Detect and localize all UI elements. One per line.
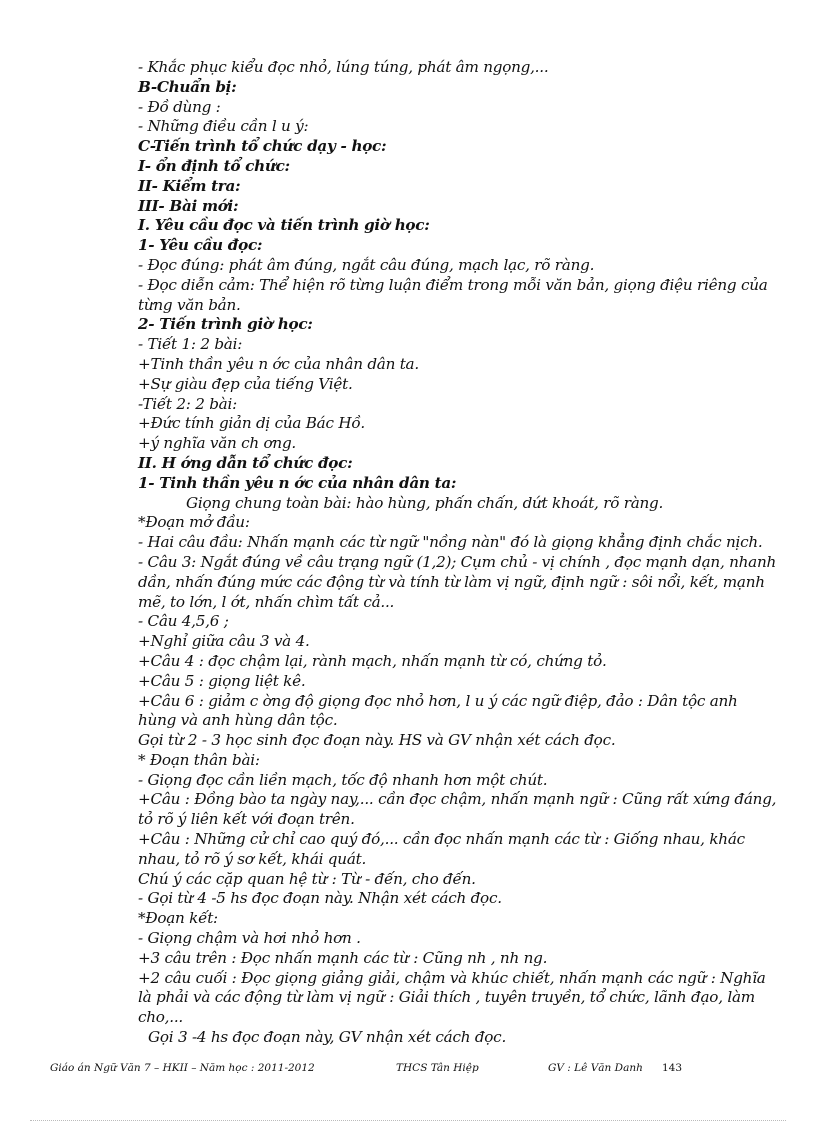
text-line: - Câu 3: Ngắt đúng về câu trạng ngữ (1,2); Cụm chủ - vị chính , đọc mạnh dạn, nhanh dần, nhấn đúng mức các động từ và tính từ làm vị ngữ, định ngữ : sôi nổi, kết, mạnh mẽ, to lớn, l ớt, nhấn chìm tất cả... <box>138 552 777 611</box>
section-heading: 1- Yêu cầu đọc: <box>138 236 263 255</box>
text-line: +ý nghĩa văn ch ơng. <box>138 434 296 453</box>
footer-school-name: THCS Tân Hiệp <box>396 1062 479 1074</box>
text-line: +Câu 5 : giọng liệt kê. <box>138 671 306 690</box>
text-line: - Câu 4,5,6 ; <box>138 612 229 631</box>
text-line: +2 câu cuối : Đọc giọng giảng giải, chậm và khúc chiết, nhấn mạnh các ngữ : Nghĩa là phải và các động từ làm vị ngữ : Giải thích , tuyên truyền, tổ chức, lãnh đạo, làm cho,... <box>138 968 766 1027</box>
footer-course-info: Giáo án Ngữ Văn 7 – HKII – Năm học : 2011-2012 <box>50 1062 315 1074</box>
text-line: -Tiết 2: 2 bài: <box>138 394 237 413</box>
page-footer <box>0 1062 816 1078</box>
text-line: Gọi từ 2 - 3 học sinh đọc đoạn này. HS và GV nhận xét cách đọc. <box>138 731 616 750</box>
section-heading: I. Yêu cầu đọc và tiến trình giờ học: <box>138 216 430 235</box>
text-line: +Câu : Đồng bào ta ngày nay,... cần đọc chậm, nhấn mạnh ngữ : Cũng rất xứng đáng, tỏ rõ ý liên kết với đoạn trên. <box>138 790 777 829</box>
text-line: - Đọc đúng: phát âm đúng, ngắt câu đúng, mạch lạc, rõ ràng. <box>138 255 595 274</box>
text-line: +Câu 6 : giảm c ờng độ giọng đọc nhỏ hơn, l u ý các ngữ điệp, đảo : Dân tộc anh hùng và anh hùng dân tộc. <box>138 691 738 730</box>
section-heading: I- ổn định tổ chức: <box>138 156 290 175</box>
text-line: - Gọi từ 4 -5 hs đọc đoạn này. Nhận xét cách đọc. <box>138 889 502 908</box>
text-line: Chú ý các cặp quan hệ từ : Từ - đến, cho đến. <box>138 869 476 888</box>
text-line: Gọi 3 -4 hs đọc đoạn này, GV nhận xét cách đọc. <box>148 1028 507 1047</box>
text-line: +Tinh thần yêu n ớc của nhân dân ta. <box>138 354 419 373</box>
section-heading: II. H ớng dẫn tổ chức đọc: <box>138 453 353 472</box>
section-heading: 2- Tiến trình giờ học: <box>138 315 313 334</box>
lesson-plan-body <box>138 58 778 1048</box>
text-line: +Đức tính giản dị của Bác Hồ. <box>138 414 365 433</box>
text-line: - Khắc phục kiểu đọc nhỏ, lúng túng, phát âm ngọng,... <box>138 58 549 76</box>
text-line: +3 câu trên : Đọc nhấn mạnh các từ : Cũng nh , nh ng. <box>138 948 548 967</box>
page-bottom-divider <box>30 1120 786 1121</box>
text-line: - Giọng chậm và hơi nhỏ hơn . <box>138 929 361 948</box>
text-line: +Câu : Những cử chỉ cao quý đó,... cần đọc nhấn mạnh các từ : Giống nhau, khác nhau, tỏ rõ ý sơ kết, khái quát. <box>138 830 745 868</box>
page-number: 143 <box>662 1062 683 1074</box>
section-heading: III- Bài mới: <box>138 196 239 215</box>
text-line: *Đoạn mở đầu: <box>138 513 250 532</box>
section-heading: B-Chuẩn bị: <box>138 77 237 96</box>
text-line: * Đoạn thân bài: <box>138 750 260 769</box>
text-line: *Đoạn kết: <box>138 909 218 928</box>
text-line: - Đọc diễn cảm: Thể hiện rõ từng luận điểm trong mỗi văn bản, giọng điệu riêng của từng văn bản. <box>138 275 768 314</box>
text-line: +Câu 4 : đọc chậm lại, rành mạch, nhấn mạnh từ có, chứng tỏ. <box>138 651 607 670</box>
section-heading: 1- Tinh thần yêu n ớc của nhân dân ta: <box>138 473 457 492</box>
text-line: - Giọng đọc cần liền mạch, tốc độ nhanh hơn một chút. <box>138 770 548 789</box>
section-heading: C-Tiến trình tổ chức dạy - học: <box>138 137 387 156</box>
text-line: - Hai câu đầu: Nhấn mạnh các từ ngữ "nồng nàn" đó là giọng khẳng định chắc nịch. <box>138 533 763 552</box>
text-line: - Tiết 1: 2 bài: <box>138 335 243 354</box>
text-line: +Sự giàu đẹp của tiếng Việt. <box>138 374 353 393</box>
text-line: - Những điều cần l u ý: <box>138 117 309 136</box>
text-line: - Đồ dùng : <box>138 97 221 116</box>
text-line: Giọng chung toàn bài: hào hùng, phấn chấn, dứt khoát, rõ ràng. <box>186 493 664 512</box>
footer-teacher-name: GV : Lê Văn Danh <box>548 1062 643 1074</box>
text-line: +Nghỉ giữa câu 3 và 4. <box>138 632 310 651</box>
section-heading: II- Kiểm tra: <box>138 176 241 195</box>
